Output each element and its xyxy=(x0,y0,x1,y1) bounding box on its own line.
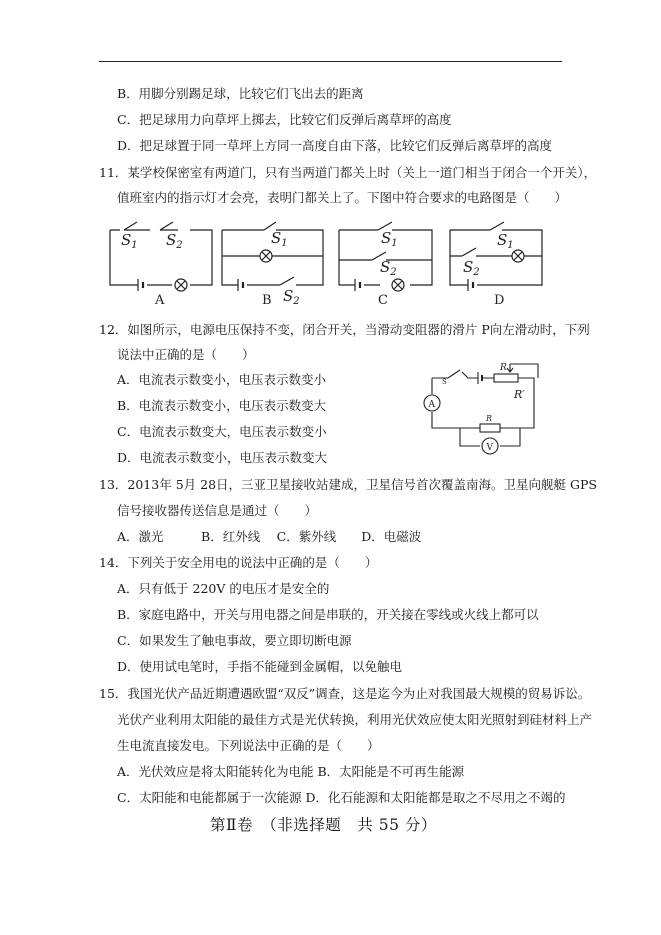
q14-option-b: B．家庭电路中，开关与用电器之间是串联的，开关接在零线或火线上都可以 xyxy=(117,607,539,622)
q13-options: A．激光 B．红外线 C．紫外线 D．电磁波 xyxy=(117,529,422,544)
q14-option-d: D．使用试电笔时，手指不能碰到金属帽，以免触电 xyxy=(117,659,403,674)
q15-options-ab: A．光伏效应是将太阳能转化为电能 B．太阳能是不可再生能源 xyxy=(117,764,465,779)
q11-circuit-diagrams xyxy=(0,0,661,320)
circuit-d-s1: $S_1$ xyxy=(497,231,514,251)
circuit-c-letter: C xyxy=(378,293,388,308)
q15-stem-line1: 15．我国光伏产品近期遭遇欧盟“双反”调查，这是迄今为止对我国最大规模的贸易诉讼。 xyxy=(99,686,591,701)
q15-stem-line3: 生电流直接发电。下列说法中正确的是（ ） xyxy=(117,738,380,753)
q11-stem-line2: 值班室内的指示灯才会亮，表明门都关上了。下图中符合要求的电路图是（ ） xyxy=(117,190,568,205)
q12-label-ammeter: A xyxy=(428,400,435,410)
circuit-a-s2: $S_2$ xyxy=(166,231,183,251)
q12-label-voltmeter: V xyxy=(486,443,493,453)
circuit-d-letter: D xyxy=(494,293,505,308)
circuit-a-s1: $S_1$ xyxy=(121,231,138,251)
q15-options-cd: C．太阳能和电能都属于一次能源 D．化石能源和太阳能都是取之不尽用之不竭的 xyxy=(117,790,566,805)
q15-stem-line2: 光伏产业利用太阳能的最佳方式是光伏转换，利用光伏效应使太阳光照射到硅材料上产 xyxy=(117,712,593,727)
circuit-d-s2: $S_2$ xyxy=(463,258,480,278)
circuit-c-s1: $S_1$ xyxy=(381,229,398,249)
q11-stem-line1: 11．某学校保密室有两道门，只有当两道门都关上时（关上一道门相当于闭合一个开关）， xyxy=(99,165,597,180)
q10-option-d: D．把足球置于同一草坪上方同一高度自由下落，比较它们反弹后离草坪的高度 xyxy=(117,138,553,153)
q14-option-c: C．如果发生了触电事故，要立即切断电源 xyxy=(117,633,352,648)
q12-stem-line1: 12．如图所示，电源电压保持不变，闭合开关，当滑动变阻器的滑片 P向左滑动时，下列 xyxy=(99,322,590,337)
q12-label-r-top: R xyxy=(500,363,507,373)
q13-stem-line2: 信号接收器传送信息是通过（ ） xyxy=(117,503,318,518)
circuit-b-letter: B xyxy=(262,293,272,308)
q13-stem-line1: 13．2013年 5月 28日，三亚卫星接收站建成，卫星信号首次覆盖南海。卫星向舰艇 GPS xyxy=(99,477,597,492)
q12-stem-line2: 说法中正确的是（ ） xyxy=(117,347,255,362)
q12-option-a: A．电流表示数变小，电压表示数变小 xyxy=(117,372,327,387)
q12-option-b: B．电流表示数变小，电压表示数变大 xyxy=(117,398,327,413)
q12-label-r-prime: R′ xyxy=(514,388,525,401)
q12-option-d: D．电流表示数变小，电压表示数变大 xyxy=(117,450,328,465)
section-ii-title: 第Ⅱ卷 （非选择题 共 55 分） xyxy=(210,816,437,834)
circuit-c-s2: $S_2$ xyxy=(380,258,397,278)
circuit-d xyxy=(450,222,542,291)
circuit-b-s1: $S_1$ xyxy=(271,229,288,249)
q12-circuit-diagram xyxy=(410,350,550,465)
q14-option-a: A．只有低于 220V 的电压才是安全的 xyxy=(117,581,330,596)
q12-label-r-bottom: R xyxy=(486,414,493,423)
circuit-a-letter: A xyxy=(155,293,165,308)
q14-stem: 14．下列关于安全用电的说法中正确的是（ ） xyxy=(99,555,378,570)
q12-label-switch: S xyxy=(442,378,447,386)
q12-option-c: C．电流表示数变大，电压表示数变小 xyxy=(117,424,327,439)
q10-option-c: C．把足球用力向草坪上掷去，比较它们反弹后离草坪的高度 xyxy=(117,112,452,127)
q10-option-b: B．用脚分别踢足球，比较它们飞出去的距离 xyxy=(117,86,364,101)
circuit-b-s2: $S_2$ xyxy=(283,287,300,307)
